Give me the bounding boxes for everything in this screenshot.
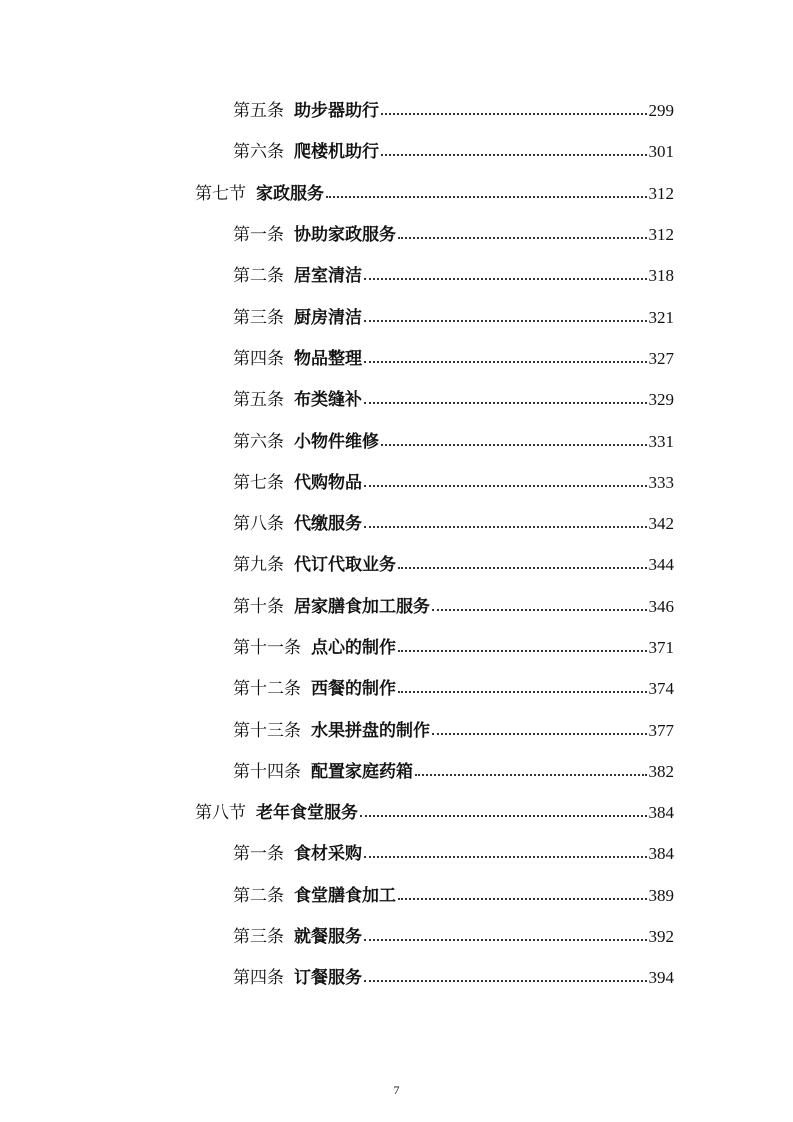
toc-entry [233,592,793,617]
toc-article-row[interactable] [0,253,793,294]
toc-entry [233,344,793,369]
toc-article-row[interactable] [0,336,793,377]
toc-entry-page: 327 [648,348,674,368]
dot-leader [364,938,647,941]
toc-entry-title: 食堂膳食加工 [294,885,396,906]
toc-article-row[interactable] [0,584,793,625]
toc-entry-number: 第四条 [233,968,284,989]
toc-entry-number: 第十条 [233,596,284,617]
toc-entry [233,922,793,947]
toc-entry-title: 代订代取业务 [294,555,396,576]
dot-leader [364,979,647,982]
toc-entry [233,96,793,121]
toc-section-row[interactable] [0,790,793,831]
dot-leader [326,195,647,198]
toc-article-row[interactable] [0,88,793,129]
toc-entry-page: 331 [648,431,674,451]
toc-entry-title: 爬楼机助行 [294,142,379,163]
dot-leader [364,401,647,404]
toc-article-row[interactable] [0,831,793,872]
toc-entry-title: 订餐服务 [294,968,362,989]
toc-article-row[interactable] [0,542,793,583]
dot-leader [398,897,647,900]
toc-article-row[interactable] [0,955,793,996]
toc-entry [233,716,793,741]
toc-entry-number: 第七节 [195,183,246,204]
dot-leader [364,277,647,280]
toc-entry [233,261,793,286]
toc-entry-title: 居室清洁 [294,266,362,287]
toc-entry-number: 第九条 [233,555,284,576]
toc-article-row[interactable] [0,501,793,542]
toc-entry [233,963,793,988]
toc-article-row[interactable] [0,377,793,418]
toc-article-row[interactable] [0,418,793,459]
toc-entry-number: 第十一条 [233,638,301,658]
toc-entry [233,137,793,162]
toc-article-row[interactable] [0,873,793,914]
toc-entry-number: 第十三条 [233,720,301,741]
dot-leader [364,484,647,487]
toc-entry-title: 家政服务 [256,183,324,204]
dot-leader [415,773,647,776]
toc-entry [233,839,793,864]
dot-leader [398,649,647,652]
dot-leader [360,814,647,817]
toc-entry [233,509,793,534]
toc-article-row[interactable] [0,212,793,253]
toc-entry-page: 342 [648,514,674,534]
dot-leader [364,855,647,858]
toc-entry-title: 助步器助行 [294,101,379,122]
toc-article-row[interactable] [0,707,793,748]
toc-entry-page: 389 [648,885,674,905]
toc-entry-page: 329 [648,390,674,410]
toc-entry-page: 299 [648,101,674,121]
toc-entry-page: 374 [648,679,674,699]
toc-entry [233,550,793,575]
toc-entry-title: 居家膳食加工服务 [294,596,430,617]
toc-article-row[interactable] [0,749,793,790]
toc-entry-page: 312 [648,225,674,245]
toc-entry-page: 346 [648,596,674,616]
toc-entry-page: 382 [648,761,674,781]
toc-entry-number: 第八节 [195,803,246,824]
dot-leader [432,608,647,611]
toc-entry [233,674,793,699]
dot-leader [364,319,647,322]
toc-entry-number: 第二条 [233,885,284,906]
dot-leader [432,732,647,735]
toc-entry [233,757,793,782]
toc-entry-number: 第六条 [233,431,284,452]
toc-entry-page: 394 [648,968,674,988]
toc-entry-page: 333 [648,472,674,492]
toc-entry-number: 第十四条 [233,761,301,782]
toc-entry-page: 312 [648,183,674,203]
dot-leader [381,153,647,156]
toc-entry-title: 西餐的制作 [311,679,396,700]
table-of-contents [0,88,793,997]
toc-entry-title: 物品整理 [294,348,362,369]
dot-leader [398,690,647,693]
toc-entry-title: 协助家政服务 [294,225,396,246]
dot-leader [381,443,647,446]
toc-entry-number: 第七条 [233,472,284,493]
toc-entry-title: 配置家庭药箱 [311,761,413,782]
toc-article-row[interactable] [0,914,793,955]
dot-leader [381,112,647,115]
toc-article-row[interactable] [0,129,793,170]
toc-entry-number: 第四条 [233,348,284,369]
toc-entry-number: 第六条 [233,142,284,163]
toc-entry [195,798,793,823]
toc-entry-title: 布类缝补 [294,390,362,411]
dot-leader [364,525,647,528]
toc-entry [233,220,793,245]
toc-entry-title: 代购物品 [294,472,362,493]
toc-article-row[interactable] [0,460,793,501]
toc-entry-number: 第一条 [233,844,284,865]
toc-entry-page: 384 [648,803,674,823]
toc-entry-page: 321 [648,307,674,327]
dot-leader [364,360,647,363]
toc-entry [233,303,793,328]
toc-entry-page: 377 [648,720,674,740]
toc-entry-page: 344 [648,555,674,575]
toc-entry-title: 代缴服务 [294,514,362,535]
toc-entry-title: 老年食堂服务 [256,803,358,824]
toc-entry-number: 第五条 [233,390,284,411]
toc-entry-page: 301 [648,142,674,162]
toc-entry-page: 371 [648,638,674,657]
page-number: 7 [393,1083,400,1097]
toc-entry-page: 392 [648,927,674,947]
dot-leader [398,236,647,239]
toc-entry-title: 食材采购 [294,844,362,865]
toc-article-row[interactable] [0,625,793,666]
toc-entry-number: 第八条 [233,514,284,535]
toc-entry-title: 水果拼盘的制作 [311,720,430,741]
toc-entry-number: 第十二条 [233,679,301,700]
toc-entry-title: 厨房清洁 [294,307,362,328]
toc-entry-number: 第一条 [233,225,284,246]
toc-entry-page: 318 [648,266,674,286]
toc-entry-title: 就餐服务 [294,927,362,948]
toc-entry [195,179,793,204]
toc-entry-page: 384 [648,844,674,864]
dot-leader [398,566,647,569]
toc-entry [233,468,793,493]
toc-article-row[interactable] [0,666,793,707]
toc-entry [233,385,793,410]
toc-entry-title: 小物件维修 [294,431,379,452]
toc-entry [233,633,793,658]
toc-entry [233,427,793,452]
toc-entry-number: 第五条 [233,101,284,122]
toc-entry-number: 第三条 [233,927,284,948]
toc-entry-number: 第三条 [233,307,284,328]
toc-section-row[interactable] [0,171,793,212]
toc-entry [233,881,793,906]
toc-article-row[interactable] [0,294,793,335]
toc-entry-title: 点心的制作 [311,638,396,658]
toc-entry-number: 第二条 [233,266,284,287]
